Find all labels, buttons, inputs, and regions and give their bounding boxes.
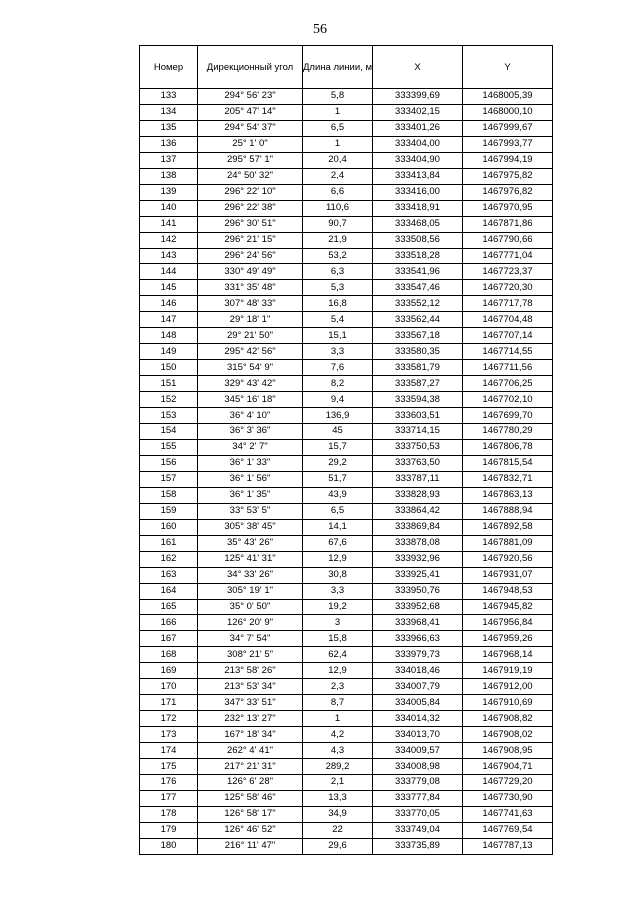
cell-y: 1467863,13 (463, 487, 553, 503)
cell-number: 166 (140, 615, 198, 631)
cell-bearing: 294° 56' 23" (198, 89, 303, 105)
cell-x: 333552,12 (373, 296, 463, 312)
cell-x: 333562,44 (373, 312, 463, 328)
cell-y: 1467908,02 (463, 727, 553, 743)
cell-bearing: 295° 42' 56" (198, 344, 303, 360)
cell-number: 150 (140, 360, 198, 376)
table-row (140, 280, 553, 296)
cell-x: 333413,84 (373, 168, 463, 184)
cell-length: 45 (303, 424, 373, 440)
cell-y: 1467976,82 (463, 184, 553, 200)
table-row (140, 168, 553, 184)
cell-y: 1467780,29 (463, 424, 553, 440)
table-row (140, 104, 553, 120)
cell-number: 179 (140, 822, 198, 838)
cell-number: 159 (140, 503, 198, 519)
cell-bearing: 34° 2' 7" (198, 439, 303, 455)
table-row (140, 599, 553, 615)
cell-bearing: 25° 1' 0" (198, 136, 303, 152)
cell-bearing: 125° 41' 31" (198, 551, 303, 567)
cell-length: 1 (303, 136, 373, 152)
cell-number: 138 (140, 168, 198, 184)
cell-length: 5,8 (303, 89, 373, 105)
cell-x: 333735,89 (373, 838, 463, 854)
cell-x: 334007,79 (373, 679, 463, 695)
cell-y: 1467908,95 (463, 743, 553, 759)
cell-y: 1467994,19 (463, 152, 553, 168)
header-length: Длина линии, м (303, 46, 373, 89)
cell-y: 1467993,77 (463, 136, 553, 152)
cell-number: 172 (140, 711, 198, 727)
cell-bearing: 308° 21' 5" (198, 647, 303, 663)
cell-length: 2,3 (303, 679, 373, 695)
cell-length: 8,7 (303, 695, 373, 711)
cell-length: 15,7 (303, 439, 373, 455)
cell-length: 136,9 (303, 408, 373, 424)
cell-bearing: 331° 35' 48" (198, 280, 303, 296)
table-row (140, 296, 553, 312)
table-row (140, 392, 553, 408)
cell-bearing: 262° 4' 41" (198, 743, 303, 759)
cell-x: 333869,84 (373, 519, 463, 535)
cell-bearing: 34° 7' 54" (198, 631, 303, 647)
cell-x: 334005,84 (373, 695, 463, 711)
cell-y: 1468005,39 (463, 89, 553, 105)
cell-x: 333581,79 (373, 360, 463, 376)
cell-number: 134 (140, 104, 198, 120)
cell-length: 14,1 (303, 519, 373, 535)
cell-x: 333763,50 (373, 455, 463, 471)
cell-bearing: 35° 43' 26" (198, 535, 303, 551)
table-row (140, 360, 553, 376)
table-row (140, 424, 553, 440)
cell-bearing: 36° 4' 10" (198, 408, 303, 424)
cell-y: 1467714,55 (463, 344, 553, 360)
cell-y: 1467699,70 (463, 408, 553, 424)
cell-x: 333547,46 (373, 280, 463, 296)
cell-y: 1467931,07 (463, 567, 553, 583)
cell-bearing: 125° 58' 46" (198, 790, 303, 806)
cell-number: 170 (140, 679, 198, 695)
cell-number: 156 (140, 455, 198, 471)
cell-number: 176 (140, 774, 198, 790)
cell-number: 158 (140, 487, 198, 503)
cell-length: 12,9 (303, 551, 373, 567)
cell-x: 334018,46 (373, 663, 463, 679)
table-row (140, 535, 553, 551)
cell-number: 151 (140, 376, 198, 392)
cell-length: 289,2 (303, 759, 373, 775)
cell-bearing: 296° 22' 38" (198, 200, 303, 216)
table-row (140, 328, 553, 344)
cell-y: 1467771,04 (463, 248, 553, 264)
cell-number: 143 (140, 248, 198, 264)
cell-y: 1467790,66 (463, 232, 553, 248)
cell-y: 1467975,82 (463, 168, 553, 184)
cell-bearing: 126° 58' 17" (198, 806, 303, 822)
cell-x: 333864,42 (373, 503, 463, 519)
table-row (140, 216, 553, 232)
table-row (140, 567, 553, 583)
cell-y: 1467787,13 (463, 838, 553, 854)
cell-y: 1467968,14 (463, 647, 553, 663)
cell-y: 1467729,20 (463, 774, 553, 790)
table-row (140, 312, 553, 328)
cell-x: 333828,93 (373, 487, 463, 503)
cell-number: 137 (140, 152, 198, 168)
cell-number: 147 (140, 312, 198, 328)
cell-number: 133 (140, 89, 198, 105)
cell-x: 333779,08 (373, 774, 463, 790)
cell-bearing: 36° 1' 35" (198, 487, 303, 503)
table-row (140, 743, 553, 759)
cell-x: 334013,70 (373, 727, 463, 743)
cell-number: 135 (140, 120, 198, 136)
cell-bearing: 296° 21' 15" (198, 232, 303, 248)
header-number: Номер (140, 46, 198, 89)
cell-y: 1468000,10 (463, 104, 553, 120)
cell-number: 163 (140, 567, 198, 583)
table-row (140, 136, 553, 152)
cell-y: 1467904,71 (463, 759, 553, 775)
table-body (140, 89, 553, 855)
cell-y: 1467888,94 (463, 503, 553, 519)
cell-length: 110,6 (303, 200, 373, 216)
header-row (140, 46, 553, 89)
cell-length: 8,2 (303, 376, 373, 392)
table-row (140, 774, 553, 790)
cell-number: 171 (140, 695, 198, 711)
table-row (140, 200, 553, 216)
cell-length: 34,9 (303, 806, 373, 822)
cell-x: 333541,96 (373, 264, 463, 280)
cell-length: 6,5 (303, 120, 373, 136)
cell-y: 1467832,71 (463, 471, 553, 487)
cell-bearing: 126° 6' 28" (198, 774, 303, 790)
cell-length: 53,2 (303, 248, 373, 264)
cell-length: 1 (303, 104, 373, 120)
table-row (140, 89, 553, 105)
cell-length: 20,4 (303, 152, 373, 168)
cell-bearing: 307° 48' 33" (198, 296, 303, 312)
cell-length: 3 (303, 615, 373, 631)
cell-x: 333416,00 (373, 184, 463, 200)
cell-bearing: 216° 11' 47" (198, 838, 303, 854)
cell-y: 1467707,14 (463, 328, 553, 344)
cell-length: 6,5 (303, 503, 373, 519)
cell-length: 5,4 (303, 312, 373, 328)
cell-y: 1467815,54 (463, 455, 553, 471)
cell-bearing: 329° 43' 42" (198, 376, 303, 392)
table-row (140, 727, 553, 743)
cell-length: 62,4 (303, 647, 373, 663)
cell-y: 1467706,25 (463, 376, 553, 392)
table-row (140, 631, 553, 647)
cell-y: 1467723,37 (463, 264, 553, 280)
cell-x: 333966,63 (373, 631, 463, 647)
cell-y: 1467717,78 (463, 296, 553, 312)
cell-bearing: 167° 18' 34" (198, 727, 303, 743)
cell-length: 22 (303, 822, 373, 838)
table-row (140, 487, 553, 503)
cell-number: 162 (140, 551, 198, 567)
cell-length: 15,8 (303, 631, 373, 647)
cell-x: 333878,08 (373, 535, 463, 551)
cell-length: 5,3 (303, 280, 373, 296)
table-row (140, 679, 553, 695)
cell-length: 1 (303, 711, 373, 727)
header-y: Y (463, 46, 553, 89)
cell-bearing: 33° 53' 5" (198, 503, 303, 519)
cell-bearing: 35° 0' 50" (198, 599, 303, 615)
cell-x: 333932,96 (373, 551, 463, 567)
cell-number: 144 (140, 264, 198, 280)
cell-y: 1467908,82 (463, 711, 553, 727)
cell-y: 1467970,95 (463, 200, 553, 216)
cell-number: 178 (140, 806, 198, 822)
cell-length: 4,2 (303, 727, 373, 743)
cell-number: 180 (140, 838, 198, 854)
table-row (140, 344, 553, 360)
cell-y: 1467959,26 (463, 631, 553, 647)
cell-y: 1467711,56 (463, 360, 553, 376)
table-row (140, 120, 553, 136)
cell-number: 148 (140, 328, 198, 344)
cell-length: 2,1 (303, 774, 373, 790)
cell-number: 152 (140, 392, 198, 408)
cell-x: 333952,68 (373, 599, 463, 615)
cell-x: 333402,15 (373, 104, 463, 120)
table-row (140, 663, 553, 679)
cell-number: 140 (140, 200, 198, 216)
cell-y: 1467720,30 (463, 280, 553, 296)
cell-bearing: 330° 49' 49" (198, 264, 303, 280)
cell-x: 333968,41 (373, 615, 463, 631)
table-row (140, 503, 553, 519)
table-row (140, 695, 553, 711)
cell-bearing: 305° 38' 45" (198, 519, 303, 535)
table-row (140, 822, 553, 838)
table-row (140, 583, 553, 599)
cell-x: 334014,32 (373, 711, 463, 727)
cell-number: 149 (140, 344, 198, 360)
cell-length: 6,3 (303, 264, 373, 280)
cell-x: 333580,35 (373, 344, 463, 360)
cell-bearing: 347° 33' 51" (198, 695, 303, 711)
cell-length: 4,3 (303, 743, 373, 759)
cell-y: 1467871,86 (463, 216, 553, 232)
cell-x: 333979,73 (373, 647, 463, 663)
table-row (140, 647, 553, 663)
cell-length: 16,8 (303, 296, 373, 312)
table-row (140, 790, 553, 806)
cell-y: 1467769,54 (463, 822, 553, 838)
cell-number: 164 (140, 583, 198, 599)
header-bearing: Дирекционный угол (198, 46, 303, 89)
cell-bearing: 126° 46' 52" (198, 822, 303, 838)
cell-number: 165 (140, 599, 198, 615)
cell-bearing: 29° 18' 1" (198, 312, 303, 328)
cell-length: 29,2 (303, 455, 373, 471)
cell-number: 169 (140, 663, 198, 679)
cell-number: 139 (140, 184, 198, 200)
cell-x: 333468,05 (373, 216, 463, 232)
cell-bearing: 34° 33' 26" (198, 567, 303, 583)
cell-bearing: 126° 20' 9" (198, 615, 303, 631)
cell-number: 175 (140, 759, 198, 775)
table-row (140, 264, 553, 280)
cell-length: 6,6 (303, 184, 373, 200)
cell-x: 333714,15 (373, 424, 463, 440)
cell-x: 333950,76 (373, 583, 463, 599)
cell-number: 155 (140, 439, 198, 455)
cell-length: 3,3 (303, 344, 373, 360)
cell-y: 1467881,09 (463, 535, 553, 551)
cell-bearing: 305° 19' 1" (198, 583, 303, 599)
cell-x: 333401,26 (373, 120, 463, 136)
table-row (140, 248, 553, 264)
cell-y: 1467956,84 (463, 615, 553, 631)
cell-number: 177 (140, 790, 198, 806)
cell-length: 13,3 (303, 790, 373, 806)
cell-x: 333594,38 (373, 392, 463, 408)
cell-y: 1467730,90 (463, 790, 553, 806)
cell-bearing: 205° 47' 14" (198, 104, 303, 120)
cell-bearing: 294° 54' 37" (198, 120, 303, 136)
table-row (140, 455, 553, 471)
header-x: X (373, 46, 463, 89)
cell-x: 333749,04 (373, 822, 463, 838)
cell-bearing: 36° 1' 33" (198, 455, 303, 471)
cell-length: 43,9 (303, 487, 373, 503)
cell-x: 333777,84 (373, 790, 463, 806)
cell-bearing: 296° 24' 56" (198, 248, 303, 264)
cell-bearing: 36° 3' 36" (198, 424, 303, 440)
cell-x: 333508,56 (373, 232, 463, 248)
table-row (140, 152, 553, 168)
cell-x: 333603,51 (373, 408, 463, 424)
table-row (140, 615, 553, 631)
cell-number: 154 (140, 424, 198, 440)
cell-length: 29,6 (303, 838, 373, 854)
table-row (140, 551, 553, 567)
coordinates-table (139, 45, 553, 855)
cell-length: 9,4 (303, 392, 373, 408)
table-row (140, 232, 553, 248)
cell-bearing: 213° 53' 34" (198, 679, 303, 695)
cell-bearing: 295° 57' 1" (198, 152, 303, 168)
cell-bearing: 36° 1' 56" (198, 471, 303, 487)
cell-y: 1467919,19 (463, 663, 553, 679)
table-row (140, 408, 553, 424)
table-row (140, 439, 553, 455)
cell-y: 1467806,78 (463, 439, 553, 455)
table-row (140, 806, 553, 822)
cell-x: 334008,98 (373, 759, 463, 775)
cell-number: 136 (140, 136, 198, 152)
cell-number: 157 (140, 471, 198, 487)
cell-x: 333925,41 (373, 567, 463, 583)
cell-y: 1467999,67 (463, 120, 553, 136)
cell-y: 1467704,48 (463, 312, 553, 328)
cell-y: 1467920,56 (463, 551, 553, 567)
cell-length: 15,1 (303, 328, 373, 344)
cell-length: 2,4 (303, 168, 373, 184)
cell-bearing: 315° 54' 9" (198, 360, 303, 376)
table-row (140, 519, 553, 535)
cell-x: 334009,57 (373, 743, 463, 759)
table-row (140, 711, 553, 727)
cell-length: 7,6 (303, 360, 373, 376)
cell-bearing: 29° 21' 50" (198, 328, 303, 344)
cell-number: 141 (140, 216, 198, 232)
table-row (140, 184, 553, 200)
cell-x: 333587,27 (373, 376, 463, 392)
cell-x: 333518,28 (373, 248, 463, 264)
cell-number: 160 (140, 519, 198, 535)
cell-y: 1467912,00 (463, 679, 553, 695)
table-row (140, 759, 553, 775)
cell-x: 333567,18 (373, 328, 463, 344)
cell-number: 173 (140, 727, 198, 743)
cell-y: 1467702,10 (463, 392, 553, 408)
cell-number: 167 (140, 631, 198, 647)
cell-bearing: 24° 50' 32" (198, 168, 303, 184)
cell-length: 3,3 (303, 583, 373, 599)
cell-number: 142 (140, 232, 198, 248)
cell-number: 161 (140, 535, 198, 551)
cell-bearing: 232° 13' 27" (198, 711, 303, 727)
cell-length: 67,6 (303, 535, 373, 551)
cell-x: 333399,69 (373, 89, 463, 105)
cell-bearing: 296° 22' 10" (198, 184, 303, 200)
cell-y: 1467945,82 (463, 599, 553, 615)
page-number: 56 (313, 22, 327, 37)
cell-number: 174 (140, 743, 198, 759)
cell-y: 1467948,53 (463, 583, 553, 599)
cell-number: 153 (140, 408, 198, 424)
cell-length: 51,7 (303, 471, 373, 487)
table-header (140, 46, 553, 89)
cell-length: 19,2 (303, 599, 373, 615)
cell-bearing: 213° 58' 26" (198, 663, 303, 679)
cell-y: 1467892,58 (463, 519, 553, 535)
cell-length: 12,9 (303, 663, 373, 679)
table-row (140, 838, 553, 854)
cell-bearing: 217° 21' 31" (198, 759, 303, 775)
table-row (140, 471, 553, 487)
cell-y: 1467741,63 (463, 806, 553, 822)
cell-bearing: 345° 16' 18" (198, 392, 303, 408)
cell-x: 333418,91 (373, 200, 463, 216)
cell-number: 168 (140, 647, 198, 663)
cell-length: 30,8 (303, 567, 373, 583)
cell-x: 333404,00 (373, 136, 463, 152)
cell-x: 333404,90 (373, 152, 463, 168)
cell-y: 1467910,69 (463, 695, 553, 711)
cell-number: 145 (140, 280, 198, 296)
cell-length: 21,9 (303, 232, 373, 248)
cell-x: 333770,05 (373, 806, 463, 822)
cell-bearing: 296° 30' 51" (198, 216, 303, 232)
table-row (140, 376, 553, 392)
cell-x: 333787,11 (373, 471, 463, 487)
cell-length: 90,7 (303, 216, 373, 232)
cell-number: 146 (140, 296, 198, 312)
cell-x: 333750,53 (373, 439, 463, 455)
